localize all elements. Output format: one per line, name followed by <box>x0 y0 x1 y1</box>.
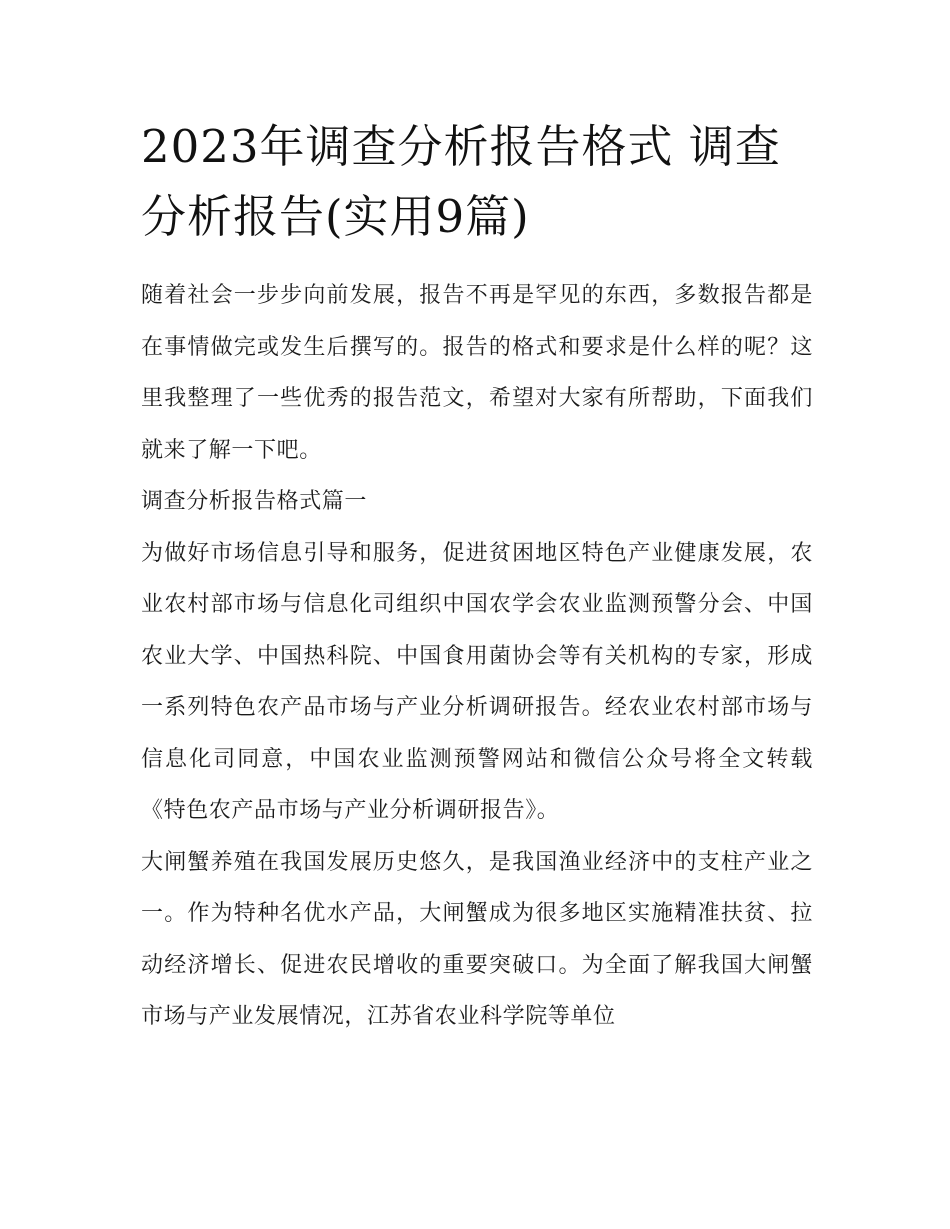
body-paragraph: 大闸蟹养殖在我国发展历史悠久，是我国渔业经济中的支柱产业之一。作为特种名优水产品，大闸蟹成为很多地区实施精准扶贫、拉动经济增长、促进农民增收的重要突破口。为全面了解我国大闸蟹市场与产业发展情况，江苏省农业科学院等单位 <box>141 849 813 1029</box>
section-heading: 调查分析报告格式篇一 <box>141 489 368 514</box>
intro-paragraph: 随着社会一步步向前发展，报告不再是罕见的东西，多数报告都是在事情做完或发生后撰写的。报告的格式和要求是什么样的呢？这里我整理了一些优秀的报告范文，希望对大家有所帮助，下面我们就来了解一下吧。 <box>141 283 813 463</box>
document-body <box>141 270 813 1043</box>
document-content <box>141 112 813 1043</box>
document-title: 2023年调查分析报告格式 调查分析报告(实用9篇) <box>141 120 781 243</box>
body-paragraph: 为做好市场信息引导和服务，促进贫困地区特色产业健康发展，农业农村部市场与信息化司组织中国农学会农业监测预警分会、中国农业大学、中国热科院、中国食用菌协会等有关机构的专家，形成一系列特色农产品市场与产业分析调研报告。经农业农村部市场与信息化司同意，中国农业监测预警网站和微信公众号将全文转载《特色农产品市场与产业分析调研报告》。 <box>141 540 813 823</box>
